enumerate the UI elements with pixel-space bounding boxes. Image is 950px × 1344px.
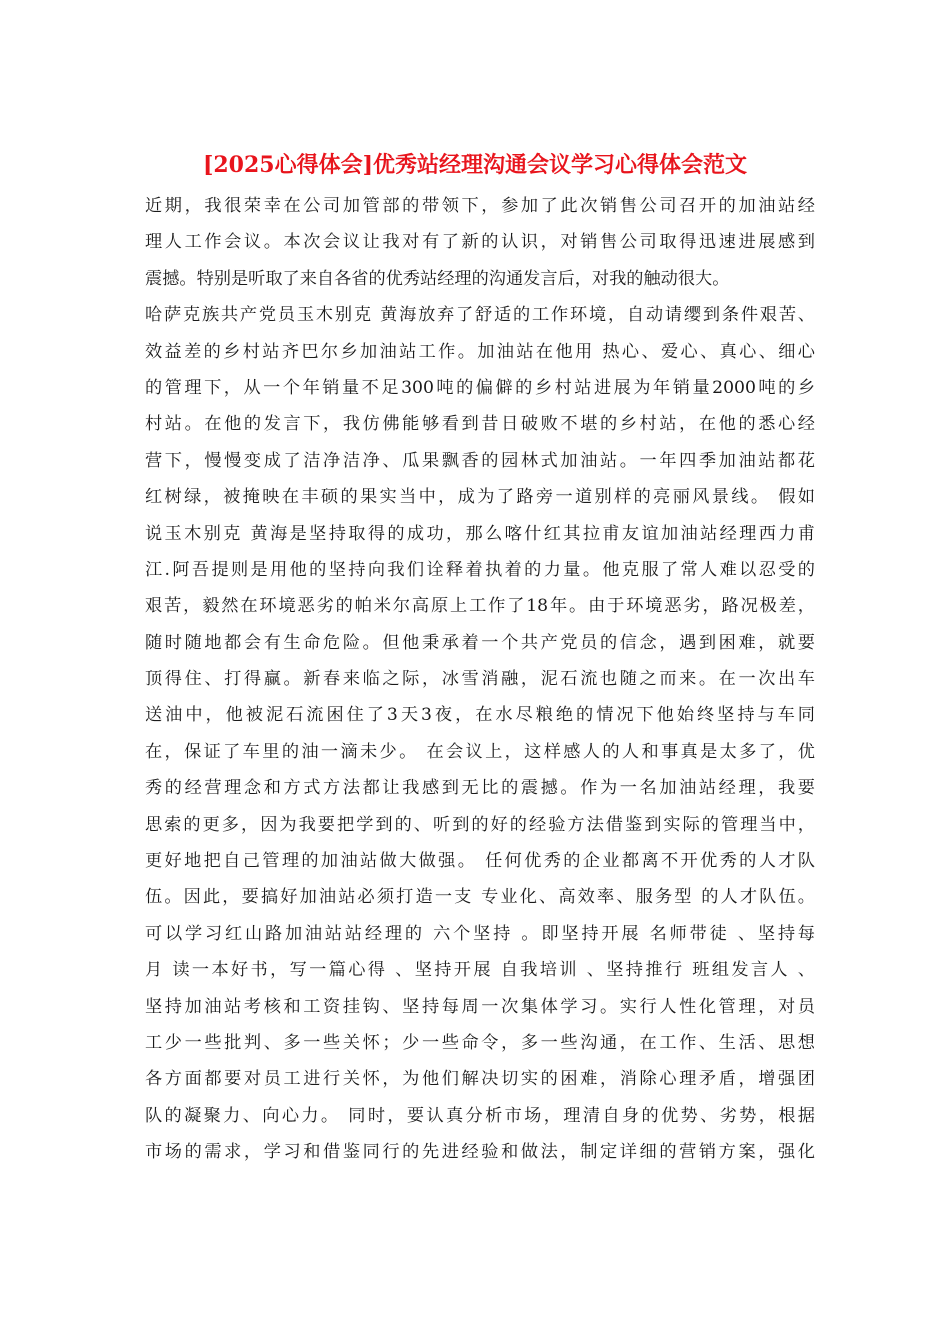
body-line: 秀的经营理念和方式方法都让我感到无比的震撼。作为一名加油站经理，我要 bbox=[145, 778, 815, 799]
body-line: 思索的更多，因为我要把学到的、听到的好的经验方法借鉴到实际的管理当中， bbox=[145, 814, 815, 835]
body-line: 伍。因此，要搞好加油站必须打造一支 专业化、高效率、服务型 的人才队伍。 bbox=[145, 887, 815, 908]
body-line: 效益差的乡村站齐巴尔乡加油站工作。加油站在他用 热心、爱心、真心、细心 bbox=[145, 341, 815, 362]
body-line: 村站。在他的发言下，我仿佛能够看到昔日破败不堪的乡村站，在他的悉心经 bbox=[145, 414, 815, 435]
body-line: 队的凝聚力、向心力。 同时，要认真分析市场，理清自身的优势、劣势，根据 bbox=[145, 1105, 815, 1126]
body-line: 送油中，他被泥石流困住了3天3夜，在水尽粮绝的情况下他始终坚持与车同 bbox=[145, 705, 815, 726]
body-line: 艰苦，毅然在环境恶劣的帕米尔高原上工作了18年。由于环境恶劣，路况极差， bbox=[145, 596, 815, 617]
body-line: 哈萨克族共产党员玉木别克 黄海放弃了舒适的工作环境，自动请缨到条件艰苦、 bbox=[145, 305, 815, 326]
body-line: 理人工作会议。本次会议让我对有了新的认识，对销售公司取得迅速进展感到 bbox=[145, 232, 815, 253]
body-line: 随时随地都会有生命危险。但他秉承着一个共产党员的信念，遇到困难，就要 bbox=[145, 632, 815, 653]
body-line: 顶得住、打得赢。新春来临之际，冰雪消融，泥石流也随之而来。在一次出车 bbox=[145, 669, 815, 690]
body-line: 各方面都要对员工进行关怀，为他们解决切实的困难，消除心理矛盾，增强团 bbox=[145, 1069, 815, 1090]
body-line: 月 读一本好书，写一篇心得 、坚持开展 自我培训 、坚持推行 班组发言人 、 bbox=[145, 960, 815, 981]
body-line: 红树绿，被掩映在丰硕的果实当中，成为了路旁一道别样的亮丽风景线。 假如 bbox=[145, 487, 815, 508]
body-line: 近期，我很荣幸在公司加管部的带领下，参加了此次销售公司召开的加油站经 bbox=[145, 196, 815, 216]
body-line: 工少一些批判、多一些关怀；少一些命令，多一些沟通，在工作、生活、思想 bbox=[145, 1032, 815, 1053]
document-title: [2025心得体会]优秀站经理沟通会议学习心得体会范文 bbox=[202, 152, 748, 178]
body-line: 说玉木别克 黄海是坚持取得的成功，那么喀什红其拉甫友谊加油站经理西力甫 bbox=[145, 523, 815, 544]
body-line: 可以学习红山路加油站站经理的 六个坚持 。即坚持开展 名师带徒 、坚持每 bbox=[145, 923, 815, 944]
document-body bbox=[145, 188, 815, 1171]
body-line: 的管理下，从一个年销量不足300吨的偏僻的乡村站进展为年销量2000吨的乡 bbox=[145, 377, 815, 398]
body-line: 震撼。特别是听取了来自各省的优秀站经理的沟通发言后，对我的触动很大。 bbox=[145, 268, 730, 289]
body-line: 更好地把自己管理的加油站做大做强。 任何优秀的企业都离不开优秀的人才队 bbox=[145, 851, 815, 872]
body-line: 在，保证了车里的油一滴未少。 在会议上，这样感人的人和事真是太多了，优 bbox=[145, 741, 815, 762]
body-line: 营下，慢慢变成了洁净洁净、瓜果飘香的园林式加油站。一年四季加油站都花 bbox=[145, 450, 815, 471]
body-line: 市场的需求，学习和借鉴同行的先进经验和做法，制定详细的营销方案，强化 bbox=[145, 1142, 815, 1163]
body-line: 坚持加油站考核和工资挂钩、坚持每周一次集体学习。实行人性化管理，对员 bbox=[145, 996, 815, 1017]
body-line: 江.阿吾提则是用他的坚持向我们诠释着执着的力量。他克服了常人难以忍受的 bbox=[145, 559, 815, 580]
